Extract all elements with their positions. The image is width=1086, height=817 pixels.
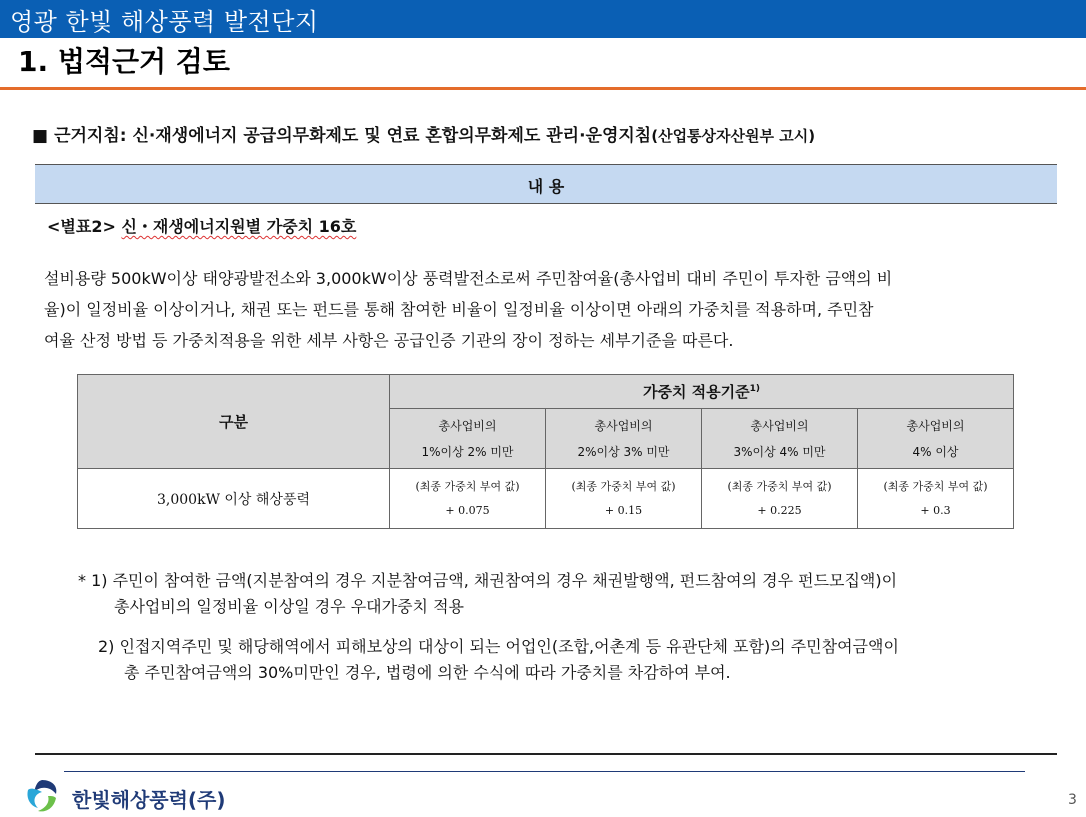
paragraph-line: 여율 산정 방법 등 가중치적용을 위한 세부 사항은 공급인증 기관의 장이 정하는 세부기준을 따른다. <box>44 331 734 350</box>
table-cell <box>702 469 858 529</box>
footnote-2-cont: 총 주민참여금액의 30%미만인 경우, 법령에 의한 수식에 따라 가중치를 차감하여 부여. <box>124 663 731 682</box>
table-cell <box>858 469 1014 529</box>
group-header-footnote: 1) <box>749 384 761 394</box>
table-column-header <box>390 409 546 469</box>
title-bar <box>0 0 1086 38</box>
column-line1: 총사업비의 <box>594 418 653 433</box>
table-column-header <box>702 409 858 469</box>
column-line2: 1%이상 2% 미만 <box>421 444 514 459</box>
table-cell <box>546 469 702 529</box>
content-bottom-divider <box>35 753 1057 755</box>
footer-divider <box>64 771 1025 772</box>
table-column-header <box>858 409 1014 469</box>
slide-title: 영광 한빛 해상풍력 발전단지 <box>10 8 319 36</box>
body-paragraph <box>44 263 1044 356</box>
page-number: 3 <box>1068 792 1077 808</box>
cell-value: + 0.075 <box>445 503 490 517</box>
annex-heading: 신・재생에너지원별 가중치 16호 <box>121 217 357 236</box>
company-name: 한빛해상풍력(주) <box>72 788 226 812</box>
column-line1: 총사업비의 <box>750 418 809 433</box>
annex-prefix: <별표2> <box>47 217 116 236</box>
footnote-2: 2) 인접지역주민 및 해당해역에서 피해보상의 대상이 되는 어업인(조합,어촌계 등 유관단체 포함)의 주민참여금액이 <box>98 637 899 656</box>
annex-title <box>47 214 356 237</box>
column-line2: 4% 이상 <box>912 444 959 459</box>
column-line2: 2%이상 3% 미만 <box>577 444 670 459</box>
cell-value: + 0.15 <box>604 503 643 517</box>
paragraph-line: 율)이 일정비율 이상이거나, 채권 또는 펀드를 통해 참여한 비율이 일정비율 이상이면 아래의 가중치를 적용하며, 주민참 <box>44 300 874 319</box>
footnote-1-cont: 총사업비의 일정비율 이상일 경우 우대가중치 적용 <box>114 597 465 616</box>
cell-label: (최종 가중치 부여 값) <box>415 479 520 493</box>
cell-value: + 0.225 <box>757 503 802 517</box>
footnotes <box>78 568 899 686</box>
table-column-header <box>546 409 702 469</box>
column-line2: 3%이상 4% 미만 <box>733 444 826 459</box>
content-header-label: 내 용 <box>527 177 565 196</box>
content-header <box>35 164 1057 204</box>
square-bullet-icon: ■ <box>32 126 49 146</box>
table-row-header: 구분 <box>78 375 390 469</box>
basis-source: (산업통상자산원부 고시) <box>651 127 816 145</box>
group-header-label: 가중치 적용기준 <box>642 383 750 401</box>
table-row-label: 3,000kW 이상 해상풍력 <box>78 469 390 529</box>
cell-label: (최종 가중치 부여 값) <box>571 479 676 493</box>
basis-statement <box>32 121 815 146</box>
table-cell <box>390 469 546 529</box>
column-line1: 총사업비의 <box>906 418 965 433</box>
company-logo-icon <box>22 776 62 816</box>
column-line1: 총사업비의 <box>438 418 497 433</box>
paragraph-line: 설비용량 500kW이상 태양광발전소와 3,000kW이상 풍력발전소로써 주민참여율(총사업비 대비 주민이 투자한 금액의 비 <box>44 269 893 288</box>
cell-label: (최종 가중치 부여 값) <box>727 479 832 493</box>
table-group-header <box>390 375 1014 409</box>
cell-value: + 0.3 <box>920 503 951 517</box>
accent-divider <box>0 87 1086 90</box>
weight-table <box>77 374 1014 529</box>
footnote-1: * 1) 주민이 참여한 금액(지분참여의 경우 지분참여금액, 채권참여의 경우 채권발행액, 펀드참여의 경우 펀드모집액)이 <box>78 571 898 590</box>
basis-text: 근거지침: 신·재생에너지 공급의무화제도 및 연료 혼합의무화제도 관리·운영지침 <box>54 126 652 146</box>
cell-label: (최종 가중치 부여 값) <box>883 479 988 493</box>
section-title: 1. 법적근거 검토 <box>18 45 230 78</box>
